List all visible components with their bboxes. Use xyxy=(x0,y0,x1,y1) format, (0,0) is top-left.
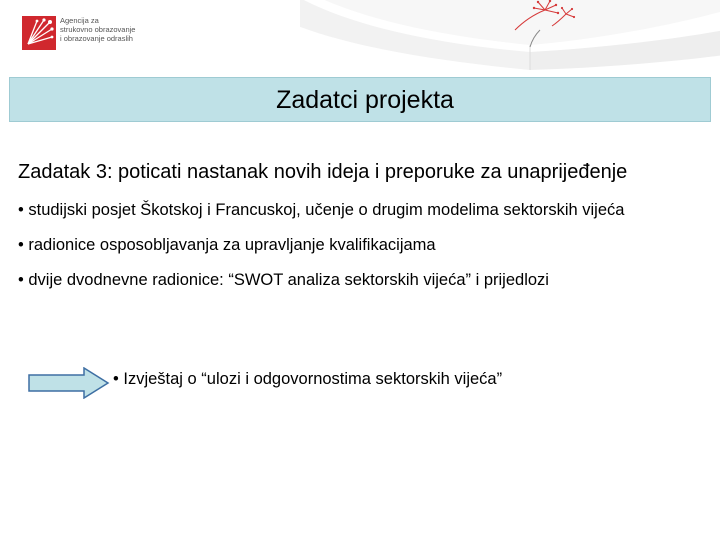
agency-logo-text xyxy=(60,17,135,43)
agency-logo xyxy=(22,16,152,56)
task-heading: Zadatak 3: poticati nastanak novih ideja i preporuke za unaprijeđenje xyxy=(18,161,628,183)
page-title: Zadatci projekta xyxy=(276,86,454,114)
logo-line-1: Agencija za xyxy=(60,16,99,25)
agency-logo-icon xyxy=(22,16,56,50)
open-book-dandelion-icon xyxy=(300,0,720,75)
report-item: • Izvještaj o “ulozi i odgovornostima sektorskih vijeća” xyxy=(113,370,503,388)
right-arrow-icon xyxy=(28,367,110,399)
logo-line-2: strukovno obrazovanje xyxy=(60,24,136,34)
report-row xyxy=(28,367,698,399)
logo-line-3: i obrazovanje odraslih xyxy=(60,33,133,43)
slide-content xyxy=(18,160,703,304)
bullet-item-workshops: • radionice osposobljavanja za upravljanje kvalifikacijama xyxy=(18,236,436,254)
bullet-item-swot-workshops: • dvije dvodnevne radionice: “SWOT analiza sektorskih vijeća” i prijedlozi xyxy=(18,271,549,289)
title-bar xyxy=(9,77,711,122)
bullet-item-study-visit: • studijski posjet Škotskoj i Francuskoj, učenje o drugim modelima sektorskih vijeća xyxy=(18,201,625,219)
